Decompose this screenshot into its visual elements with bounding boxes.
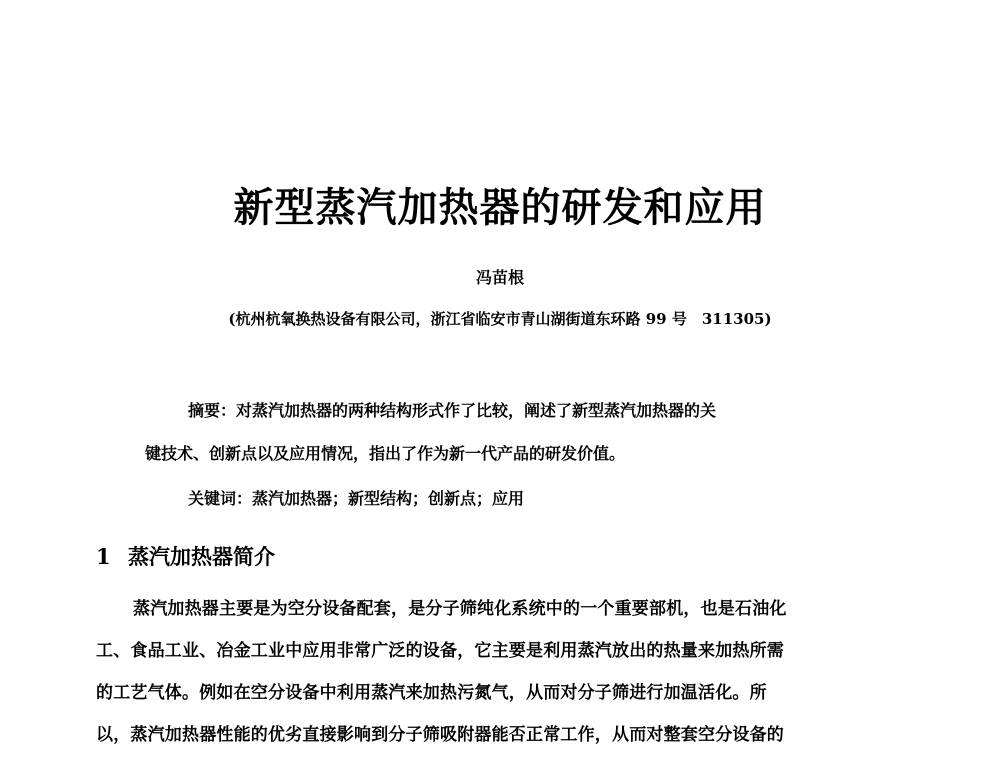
body-paragraph-line: 工、食品工业、冶金工业中应用非常广泛的设备，它主要是利用蒸汽放出的热量来加热所需 <box>96 641 784 661</box>
abstract-text-1: 对蒸汽加热器的两种结构形式作了比较，阐述了新型蒸汽加热器的关 <box>236 401 717 420</box>
section-1-title: 蒸汽加热器简介 <box>128 544 275 569</box>
section-1-heading <box>96 541 275 571</box>
abstract-line-1 <box>188 398 716 421</box>
keywords-label: 关键词： <box>188 489 253 508</box>
abstract-line-2: 键技术、创新点以及应用情况，指出了作为新一代产品的研发价值。 <box>145 444 626 463</box>
keywords-line <box>188 486 524 509</box>
author-affiliation: (杭州杭氧换热设备有限公司，浙江省临安市青山湖街道东环路 99 号 311305) <box>228 310 772 328</box>
body-paragraph-line: 的工艺气体。例如在空分设备中利用蒸汽来加热污氮气，从而对分子筛进行加温活化。所 <box>96 683 767 703</box>
abstract-label: 摘要： <box>188 401 237 420</box>
keywords-text: 蒸汽加热器；新型结构；创新点；应用 <box>252 489 525 508</box>
section-1-number: 1 <box>96 544 111 569</box>
body-paragraph-line: 蒸汽加热器主要是为空分设备配套，是分子筛纯化系统中的一个重要部机，也是石油化 <box>133 599 787 619</box>
body-paragraph-line: 以，蒸汽加热器性能的优劣直接影响到分子筛吸附器能否正常工作，从而对整套空分设备的 <box>96 725 784 745</box>
paper-title: 新型蒸汽加热器的研发和应用 <box>233 184 767 231</box>
author-name: 冯苗根 <box>475 268 524 287</box>
